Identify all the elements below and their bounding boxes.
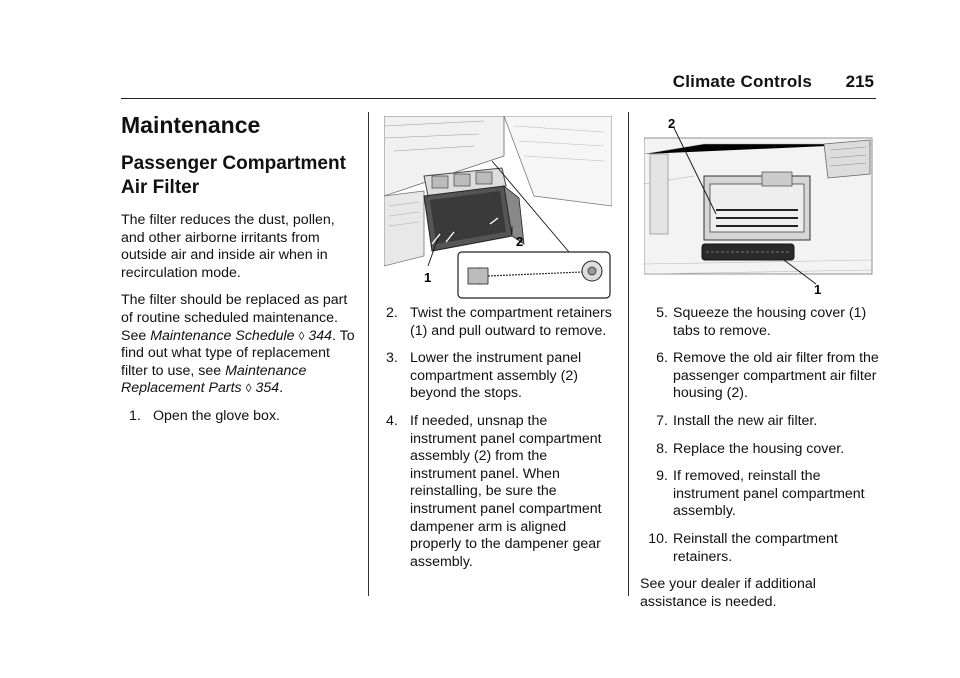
list-item: 8. Replace the housing cover. [656,440,845,457]
running-header-title: Climate Controls [672,72,812,91]
column-divider-2 [628,112,629,596]
air-filter-housing-illustration [644,114,874,296]
list-item: 5. Squeeze the housing cover (1) tabs to remove. [656,305,867,339]
schedule-paragraph: The filter should be replaced as part of routine scheduled maintenance. See Maintenance Schedule ◊ 344. To find out what type of replacement filter to use, see Maintenance Replacement Parts ◊ 354. [121,292,355,397]
column-3 [640,305,880,611]
subsection-heading [121,152,357,200]
intro-paragraph: The filter reduces the dust, pollen, and other airborne irritants from outside air and inside air when in recirculation mode. [121,212,335,281]
subheading-line-1: Passenger Compartment [121,153,346,174]
glovebox-illustration [384,116,612,300]
list-item: 1. Open the glove box. [129,407,280,424]
column-2 [386,305,616,581]
column-1 [121,112,357,436]
list-item: 9. If removed, reinstall the instrument panel compartment assembly. [656,468,865,520]
list-item: 6. Remove the old air filter from the passenger compartment air filter housing (2). [656,350,879,402]
figure-label-2: 2 [516,234,524,249]
list-item: 4. If needed, unsnap the instrument panel compartment assembly (2) from the instrument panel. When reinstalling, be sure the instrument panel compartment dampener arm is aligned properly to the dampener gear assembly. [386,412,602,570]
page-ref-icon: ◊ [298,328,305,343]
header-rule [121,98,876,99]
page-number: 215 [845,72,874,91]
figure-label-1: 1 [424,270,432,285]
subheading-line-2: Air Filter [121,177,200,198]
steps-list-3 [640,305,880,566]
figure-label-2: 2 [668,116,676,131]
list-item: 7. Install the new air filter. [656,412,818,429]
list-item: 2. Twist the compartment retainers (1) and pull outward to remove. [386,305,612,339]
column-divider-1 [368,112,369,596]
maintenance-schedule-link[interactable]: Maintenance Schedule ◊ 344 [150,327,333,344]
list-item: 10. Reinstall the compartment retainers. [648,530,838,565]
figure-label-1: 1 [814,282,822,296]
list-item: 3. Lower the instrument panel compartment assembly (2) beyond the stops. [386,350,582,402]
closing-paragraph: See your dealer if additional assistance is needed. [640,576,816,610]
steps-list-2 [386,305,616,571]
replacement-parts-link[interactable]: Maintenance Replacement Parts ◊ 354 [121,362,307,397]
steps-list-1 [121,408,357,426]
section-heading: Maintenance [121,112,261,138]
page-ref-icon: ◊ [245,381,252,396]
